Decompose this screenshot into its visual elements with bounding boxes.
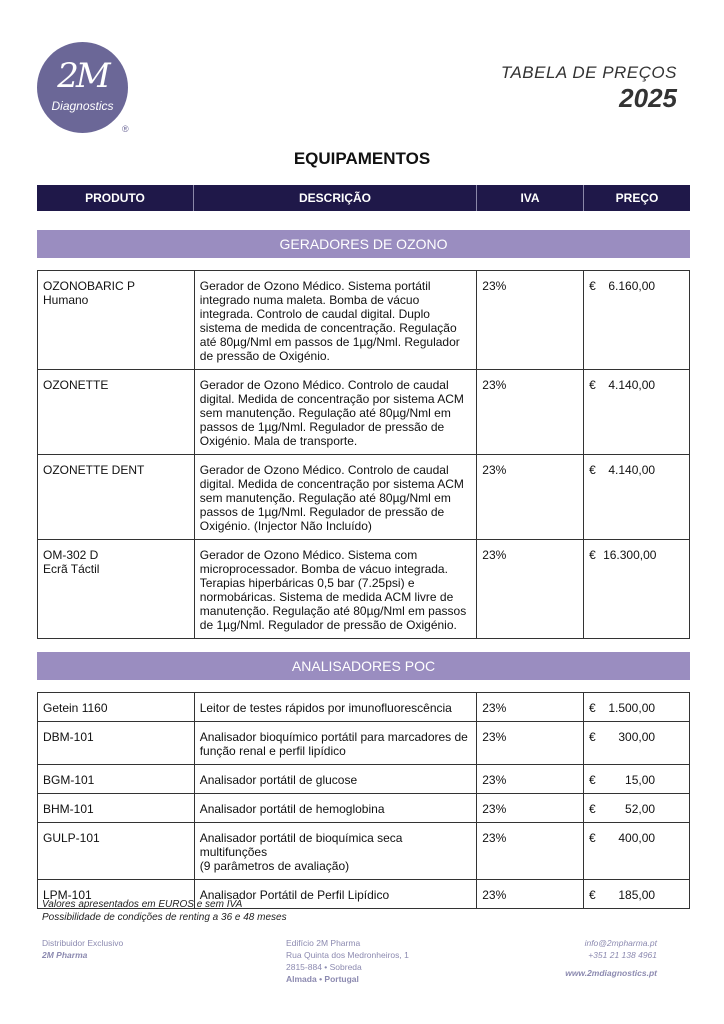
description-cell: Analisador Portátil de Perfil Lipídico — [194, 880, 477, 909]
description-cell: Gerador de Ozono Médico. Sistema com microprocessador. Bomba de vácuo integrada. Terapias hiperbáricas 0,5 bar (7.25psi) e normobáricas. Sistema de medida ACM livre de manutenção. Regulação até 80µg/Nml em passos de 1µg/Nml. Regulador de pressão de Oxigénio. — [194, 540, 476, 639]
column-header-vat: IVA — [477, 185, 584, 211]
section-title: EQUIPAMENTOS — [293, 149, 431, 168]
address-street: Rua Quinta dos Medronheiros, 1 — [286, 950, 409, 960]
euro-icon: € — [589, 773, 596, 787]
product-name: OZONOBARIC P — [43, 279, 136, 293]
price-value: 300,00 — [618, 730, 656, 744]
price-cell — [584, 765, 690, 794]
logo-name: Diagnostics — [51, 99, 114, 113]
price-cell — [584, 540, 690, 639]
description-cell: Analisador portátil de hemoglobina — [194, 794, 477, 823]
product-subtitle: Humano — [43, 293, 89, 307]
euro-icon: € — [589, 701, 596, 715]
product-cell — [38, 370, 195, 455]
vat-cell: 23% — [477, 693, 584, 722]
footer-address — [286, 937, 409, 985]
product-subtitle: Ecrã Táctil — [43, 562, 100, 576]
price-cell — [584, 370, 690, 455]
column-header-price: PREÇO — [584, 185, 690, 211]
table-row — [38, 370, 690, 455]
price-cell — [584, 722, 690, 765]
category-band: GERADORES DE OZONO — [37, 230, 690, 258]
product-cell — [38, 455, 195, 540]
price-value: 6.160,00 — [608, 279, 656, 293]
footer-distributor — [42, 937, 123, 961]
vat-cell: 23% — [477, 880, 584, 909]
euro-icon: € — [589, 831, 596, 845]
table-row — [38, 765, 690, 794]
table-row — [38, 540, 690, 639]
description-cell: Leitor de testes rápidos por imunofluorescência — [194, 693, 477, 722]
vat-cell: 23% — [477, 540, 584, 639]
price-value: 400,00 — [618, 831, 656, 845]
euro-icon: € — [589, 378, 596, 392]
distributor-label: Distribuidor Exclusivo — [42, 938, 124, 948]
price-value: 185,00 — [618, 888, 656, 902]
product-cell: BHM-101 — [38, 794, 195, 823]
price-value: 1.500,00 — [608, 701, 656, 715]
price-cell — [584, 693, 690, 722]
vat-cell: 23% — [477, 823, 584, 880]
price-cell — [584, 823, 690, 880]
note-currency: Valores apresentados em EUROS e sem IVA — [42, 899, 243, 910]
product-name: OM-302 D — [43, 548, 99, 562]
product-cell — [38, 271, 195, 370]
vat-cell: 23% — [477, 794, 584, 823]
vat-cell: 23% — [477, 455, 584, 540]
price-value: 16.300,00 — [603, 548, 657, 562]
price-cell — [584, 271, 690, 370]
euro-icon: € — [589, 463, 596, 477]
table-row — [38, 455, 690, 540]
price-value: 52,00 — [625, 802, 656, 816]
description-cell: Analisador bioquímico portátil para marcadores de função renal e perfil lipídico — [194, 722, 477, 765]
product-cell: DBM-101 — [38, 722, 195, 765]
table-row — [38, 271, 690, 370]
address-postcode: 2815-884 • Sobreda — [286, 962, 362, 972]
price-cell — [584, 794, 690, 823]
logo-mark: 2M — [57, 56, 108, 96]
description-cell — [194, 823, 477, 880]
vat-cell: 23% — [477, 765, 584, 794]
brand-logo — [37, 42, 133, 138]
table-row — [38, 722, 690, 765]
poc-analyzers-table — [37, 692, 690, 909]
ozone-generators-table — [37, 270, 690, 639]
description-cell: Gerador de Ozono Médico. Sistema portátil integrado numa maleta. Bomba de vácuo integrada. Controlo de caudal digital. Duplo sistema de medida de concentração. Regulação até 80µg/Nml em passos de 1µg/Nml. Regulador de pressão de Oxigénio. — [194, 271, 476, 370]
table-row — [38, 794, 690, 823]
euro-icon: € — [589, 279, 596, 293]
description-text: Analisador portátil de bioquímica seca multifunções — [199, 831, 403, 859]
description-cell: Analisador portátil de glucose — [194, 765, 477, 794]
category-band: ANALISADORES POC — [37, 652, 690, 680]
vat-cell: 23% — [477, 722, 584, 765]
euro-icon: € — [589, 730, 596, 744]
euro-icon: € — [589, 802, 596, 816]
product-cell: Getein 1160 — [38, 693, 195, 722]
euro-icon: € — [589, 548, 596, 562]
product-name: OZONETTE DENT — [43, 463, 145, 477]
column-header-description: DESCRIÇÃO — [194, 185, 477, 211]
vat-cell: 23% — [477, 370, 584, 455]
note-renting: Possibilidade de condições de renting a 36 e 48 meses — [42, 912, 287, 923]
contact-phone[interactable]: +351 21 138 4961 — [588, 950, 657, 960]
product-cell — [38, 540, 195, 639]
title-year: 2025 — [619, 83, 677, 113]
price-value: 4.140,00 — [608, 378, 656, 392]
contact-email[interactable]: info@2mpharma.pt — [584, 938, 657, 948]
product-cell: BGM-101 — [38, 765, 195, 794]
registered-icon: ® — [122, 124, 129, 134]
description-cell: Gerador de Ozono Médico. Controlo de caudal digital. Medida de concentração por sistema ACM sem manutenção. Regulação até 80µg/Nml em passos de 1µg/Nml. Regulador de pressão de Oxigénio. (Injector Não Incluído) — [194, 455, 476, 540]
price-value: 15,00 — [625, 773, 656, 787]
vat-cell: 23% — [477, 271, 584, 370]
title-line: TABELA DE PREÇOS — [500, 63, 677, 82]
address-city: Almada • Portugal — [286, 974, 359, 984]
product-cell: LPM-101 — [38, 880, 195, 909]
table-row — [38, 693, 690, 722]
description-extra: (9 parâmetros de avaliação) — [199, 859, 350, 873]
table-header — [37, 185, 690, 211]
euro-icon: € — [589, 888, 596, 902]
product-name: OZONETTE — [43, 378, 109, 392]
footer-contacts — [565, 937, 657, 979]
product-cell: GULP-101 — [38, 823, 195, 880]
document-title — [501, 63, 677, 113]
description-cell: Gerador de Ozono Médico. Controlo de caudal digital. Medida de concentração por sistema ACM sem manutenção. Regulação até 80µg/Nml em passos de 1µg/Nml. Regulador de pressão de Oxigénio. Mala de transporte. — [194, 370, 476, 455]
table-row — [38, 823, 690, 880]
distributor-company: 2M Pharma — [42, 950, 88, 960]
price-cell — [584, 880, 690, 909]
column-header-product: PRODUTO — [37, 185, 194, 211]
address-building: Edifício 2M Pharma — [286, 938, 361, 948]
price-cell — [584, 455, 690, 540]
contact-website[interactable]: www.2mdiagnostics.pt — [565, 968, 657, 978]
price-notes — [42, 898, 287, 924]
price-value: 4.140,00 — [608, 463, 656, 477]
